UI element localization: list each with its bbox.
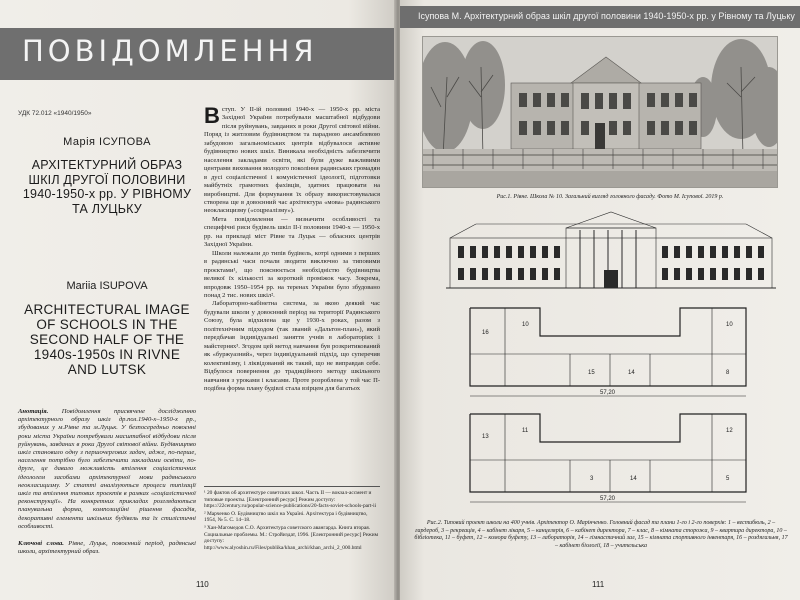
right-page bbox=[400, 0, 800, 600]
author-ukrainian: Марія ІСУПОВА bbox=[63, 136, 151, 148]
room-number: 12 bbox=[726, 428, 733, 434]
plan-dimension-1: 57,20 bbox=[600, 390, 616, 396]
plan-dimension-2: 57,20 bbox=[600, 496, 616, 502]
room-number: 10 bbox=[522, 322, 529, 328]
body-paragraph: Вступ. У ІІ-ій половині 1940-х — 1950-х рр. міста Західної України потребували масштабної відбудови після руйнувань, завданих в роки Другої світової війни. Поряд із житловим будівництвом та парадною ансамблевою забудовою загальноміських центрів відбувалося активне будівництво нових шкіл. Виникала необхідність забезпечити населення закладами освіти, які були дуже важливими центрами виховання молодого покоління радянських громадян в дусі соціалістичної і комуністичної ідеології, підготовки майбутніх грамотних фахівців, здатних працювати на виробництві. Для формування їх образу використовувалася створена ще в довоєнний час архітектура «мова» радянського неокласицизму («соцреалізму»). bbox=[204, 103, 380, 215]
keywords-text: Рівне, Луцьк, повоєнний період, радянські школи, архітектурний образ. bbox=[18, 540, 196, 556]
figure-2-caption: Рис.2. Типовий проект школи на 400 учнів. Архітектор О. Марінченко. Головний фасад та плани 1-го і 2-го поверхів: 1 – вестибюль, 2 – гардероб, 3 – рекреація, 4 – кабінет лікаря, 5 – канцелярія, 6 – кабінет директора, 7 – клас, 8 – кімната сторожа, 9 – квартира директора, 10 – бібліотека, 11 – буфет, 12 – комора буфету, 13 – лабораторія, 14 – гімнастичний зал, 15 – кімната спортивного інвентаря, 16 – роздягальня, 17 – кабінет біології, 18 – учительська bbox=[414, 520, 788, 549]
footnote: ¹ 20 фактов об архитектуре советских школ. Часть II — вокзал-ассмент и типовые проекты. [Електронний ресурс] Режим доступу: https://22century.ru/popular-science-publications/20-facts-soviet-schools-part-ii bbox=[204, 490, 377, 510]
body-paragraph: Лабораторно-кабінетна система, за якою деякий час будували школи у довоєнний період на території Радянського Союзу, була відхилена ще у 1930-х роках, разом з політехнічним підходом (так званий «Дальтон-план»), який передбачав індивідуальні заняття учнів в лабораторіях і майстернях³. Згодом цей метод навчання був розкритикований як «буржуазний», через індивідуальний підхід, що суперечив колективізму, і ліквідований як такий, що не виправдав себе. Відбулося повернення до традиційного методу шкільного навчання з уроками і класами. Проте розроблена у той час П-подібна форма плану будівлі стала взірцем для багатьох bbox=[204, 300, 380, 392]
room-number: 3 bbox=[590, 476, 594, 482]
drop-cap: В bbox=[204, 103, 220, 128]
body-paragraph: Мета повідомлення — визначити особливості та специфічні риси будівель шкіл ІІ-ї половини 1940-х — 1950-х рр. на прикладі міст Рівне та Луцьк — обласних центрів Західної України. bbox=[204, 215, 380, 249]
running-head bbox=[400, 6, 800, 28]
room-number: 13 bbox=[482, 434, 489, 440]
room-number: 14 bbox=[628, 370, 635, 376]
udk-code: УДК 72.012 «1940/1950» bbox=[18, 110, 92, 117]
title-english: ARCHITECTURAL IMAGE OF SCHOOLS IN THE SECOND HALF OF THE 1940s-1950s IN RIVNE AND LUTSK bbox=[24, 302, 190, 377]
left-page bbox=[0, 0, 396, 600]
keywords-label: Ключові слова. bbox=[18, 540, 64, 547]
author-english: Mariia ISUPOVA bbox=[66, 280, 148, 292]
abstract-text: Повідомлення присвячене дослідженню архітектурного образу шкіл др.пол.1940-х–1950-х рр., збудованих у м.Рівне та м.Луцьк. У безпосередньо повоєнні роки міста України потребували масштабної відбудови після руйнувань, завданих в роки Другої світової війни. Будівництво шкіл становило одну з першочергових задач, адже, по-перше, населення потрібно було забезпечити закладами освіти, по-друге, це давало можливість втілення соціалістичних ідеологем засобами архітектурної мови радянського неокласицизму. У статті аналізуються процеси типізації шкіл та втілення типових проєктів в рамках «соціалістичної реконструкції». На конкретних прикладах розглядаються планувальна форма, композиційні рішення фасадів, декоративні елементи шкільних будівель та їх стилістичні особливості. bbox=[18, 408, 196, 530]
body-text-column bbox=[204, 103, 380, 393]
figure-1-caption: Рис.1. Рівне. Школа № 10. Загальний вигляд головного фасаду. Фото М. Ісупової. 2019 р. bbox=[496, 194, 724, 200]
page-number-right: 111 bbox=[592, 580, 605, 589]
footnotes bbox=[204, 486, 380, 552]
school-photo-image bbox=[423, 37, 778, 188]
facade-drawing bbox=[446, 208, 776, 292]
footnote: ³ Хан-Магомедов С.О. Архитектура советского авангарда. Книга вторая. Социальные проблемы. М.: Стройиздат, 1996. [Електронний ресурс] Режим доступу: http://www.alyoshin.ru/Files/publika/khan_archi/khan_archi_2_000.html bbox=[204, 524, 379, 551]
room-number: 5 bbox=[726, 476, 730, 482]
room-number: 15 bbox=[588, 370, 595, 376]
keywords bbox=[18, 540, 196, 556]
room-number: 16 bbox=[482, 330, 489, 336]
page-number-left: 110 bbox=[196, 580, 209, 589]
title-ukrainian: АРХІТЕКТУРНИЙ ОБРАЗ ШКІЛ ДРУГОЇ ПОЛОВИНИ 1940-1950-х рр. У РІВНОМУ ТА ЛУЦЬКУ bbox=[22, 158, 192, 216]
room-number: 11 bbox=[522, 428, 529, 434]
school-photo bbox=[422, 36, 778, 188]
floor-plans bbox=[450, 296, 766, 512]
section-title: ПОВІДОМЛЕННЯ bbox=[22, 34, 318, 68]
body-paragraph: Школи належали до типів будівель, котрі одними з перших в радянські часи почали зводити виключно за типовими проєктами¹, що пояснюється необхідністю будівництва великої їх кількості за короткий проміжок часу. Зокрема, впродовж 1950–1954 рр. на теренах України було збудовано понад 2 тис. нових шкіл². bbox=[204, 249, 380, 299]
room-number: 14 bbox=[630, 476, 637, 482]
abstract-label: Анотація. bbox=[18, 408, 49, 415]
section-banner bbox=[0, 28, 396, 80]
room-number: 10 bbox=[726, 322, 733, 328]
room-number: 8 bbox=[726, 370, 730, 376]
floor-plans-drawing bbox=[450, 296, 766, 512]
abstract bbox=[18, 408, 196, 531]
running-head-text: Ісупова М. Архітектурний образ шкіл другої половини 1940-1950-х рр. у Рівному та Луцьку bbox=[418, 11, 795, 21]
facade-elevation bbox=[446, 208, 776, 292]
footnote: ² Марченко О. Будівництво шкіл на Україні. Архітектура і будівництво, 1954, № 5. С. 14–18. bbox=[204, 510, 368, 524]
